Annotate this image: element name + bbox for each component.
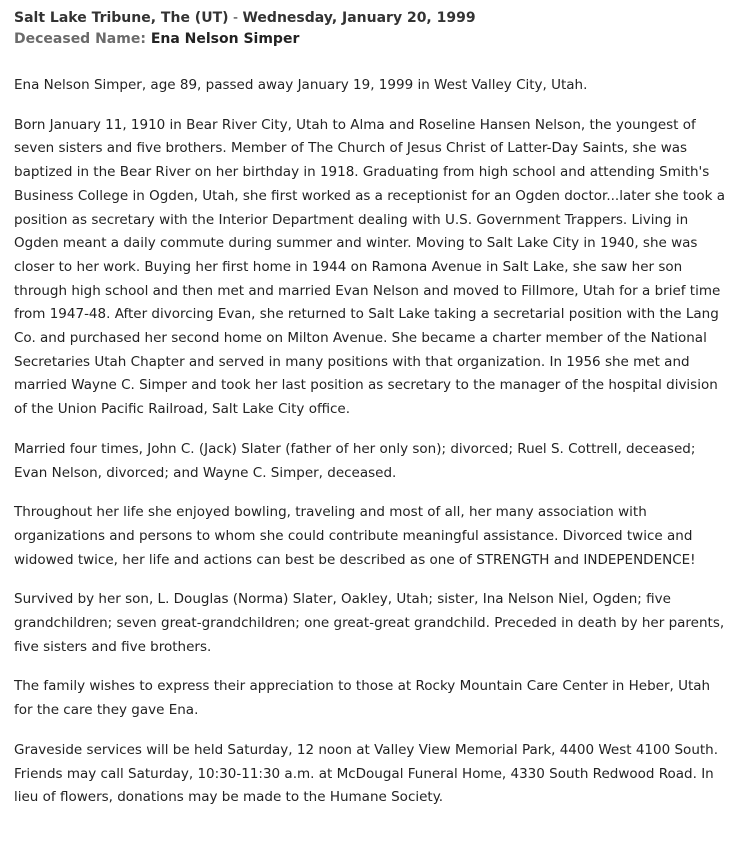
publication-header bbox=[14, 8, 728, 28]
paragraph-biography: Born January 11, 1910 in Bear River City, Utah to Alma and Roseline Hansen Nelson, the youngest of seven sisters and five brothers. Member of The Church of Jesus Christ of Latter-Day Saints, she was baptized in the Bear River on her birthday in 1918. Graduating from high school and attending Smith's Business College in Ogden, Utah, she first worked as a receptionist for an Ogden doctor...later she took a position as secretary with the Interior Department dealing with U.S. Government Trappers. Living in Ogden meant a daily commute during summer and winter. Moving to Salt Lake City in 1940, she was closer to her work. Buying her first home in 1944 on Ramona Avenue in Salt Lake, she saw her son through high school and then met and married Evan Nelson and moved to Fillmore, Utah for a brief time from 1947-48. After divorcing Evan, she returned to Salt Lake taking a secretarial position with the Lang Co. and purchased her second home on Milton Avenue. She became a charter member of the National Secretaries Utah Chapter and served in many positions with that organization. In 1956 she met and married Wayne C. Simper and took her last position as secretary to the manager of the hospital division of the Union Pacific Railroad, Salt Lake City office. bbox=[14, 116, 726, 418]
publication-date: Wednesday, January 20, 1999 bbox=[242, 10, 476, 26]
paragraph-marriages: Married four times, John C. (Jack) Slater (father of her only son); divorced; Ruel S. Cottrell, deceased; Evan Nelson, divorced; and Wayne C. Simper, deceased. bbox=[14, 440, 696, 481]
header-separator: - bbox=[228, 10, 243, 26]
deceased-name: Ena Nelson Simper bbox=[150, 31, 300, 47]
paragraph-interests: Throughout her life she enjoyed bowling, traveling and most of all, her many association with organizations and persons to whom she could contribute meaningful assistance. Divorced twice and widowed twice, her life and actions can best be described as one of STRENGTH and INDEPENDENCE! bbox=[14, 504, 696, 568]
deceased-label: Deceased Name: bbox=[14, 31, 146, 47]
publication-name: Salt Lake Tribune, The (UT) bbox=[14, 10, 229, 26]
paragraph-death-notice: Ena Nelson Simper, age 89, passed away January 19, 1999 in West Valley City, Utah. bbox=[14, 77, 588, 93]
deceased-name-line bbox=[14, 28, 728, 50]
paragraph-survivors: Survived by her son, L. Douglas (Norma) Slater, Oakley, Utah; sister, Ina Nelson Niel, Ogden; five grandchildren; seven great-grandchildren; one great-great grandchild. Preceded in death by her parents, five sisters and five brothers. bbox=[14, 591, 725, 655]
obituary-body bbox=[14, 74, 728, 810]
paragraph-appreciation: The family wishes to express their appreciation to those at Rocky Mountain Care Center in Heber, Utah for the care they gave Ena. bbox=[14, 678, 711, 719]
paragraph-services: Graveside services will be held Saturday, 12 noon at Valley View Memorial Park, 4400 West 4100 South. Friends may call Saturday, 10:30-11:30 a.m. at McDougal Funeral Home, 4330 South Redwood Road. In lieu of flowers, donations may be made to the Humane Society. bbox=[14, 741, 719, 806]
